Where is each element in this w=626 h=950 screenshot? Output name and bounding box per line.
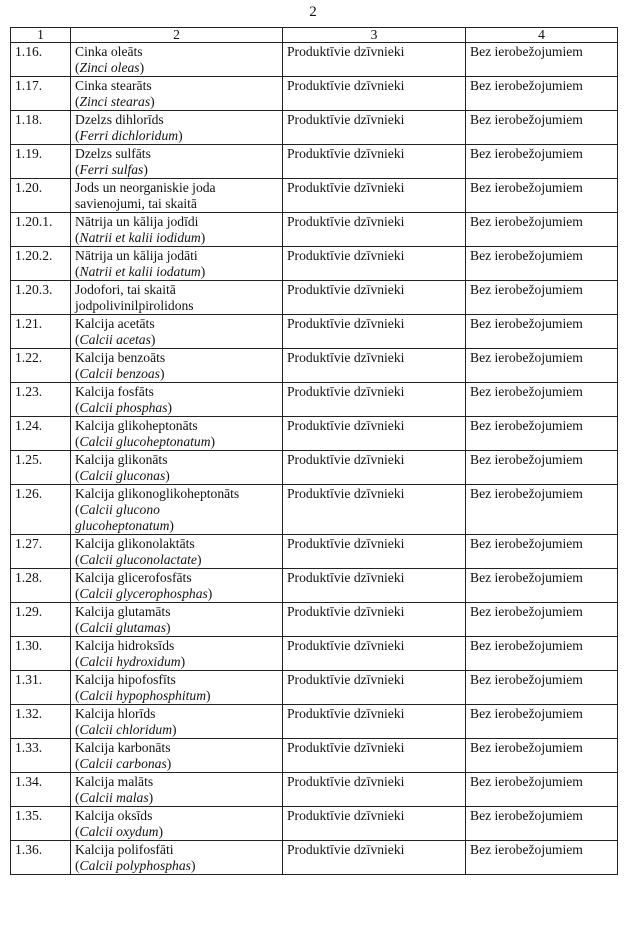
open-paren: (: [75, 60, 80, 75]
table-row: [11, 637, 618, 671]
substance-name-line: Jods un neorganiskie joda: [75, 180, 216, 195]
substance-name-line: Dzelzs dihlorīds: [75, 112, 164, 127]
substance-name-line: Kalcija hipofosfīts: [75, 672, 176, 687]
latin-name-text: Natrii et kalii iodatum: [79, 264, 201, 279]
close-paren: ): [172, 722, 177, 737]
table-row: [11, 671, 618, 705]
table-row: [11, 111, 618, 145]
restriction-cell: Bez ierobežojumiem: [466, 535, 618, 569]
restriction-cell: Bez ierobežojumiem: [466, 417, 618, 451]
restriction-cell: Bez ierobežojumiem: [466, 213, 618, 247]
row-number-cell: 1.26.: [11, 485, 71, 535]
latin-name-line: [75, 128, 278, 144]
table-row: [11, 841, 618, 875]
table-row: [11, 417, 618, 451]
table-row: [11, 247, 618, 281]
substance-name-line: jodpolivinilpirolidons: [75, 298, 194, 313]
open-paren: (: [75, 620, 80, 635]
close-paren: ): [169, 518, 174, 533]
animal-group-cell: Produktīvie dzīvnieki: [283, 111, 466, 145]
latin-name-text: Calcii polyphosphas: [79, 858, 191, 873]
substance-name-cell: [71, 383, 283, 417]
table-row: [11, 739, 618, 773]
open-paren: (: [75, 756, 80, 771]
animal-group-cell: Produktīvie dzīvnieki: [283, 451, 466, 485]
animal-group-cell: Produktīvie dzīvnieki: [283, 637, 466, 671]
latin-name-text: Calcii glucoheptonatum: [79, 434, 211, 449]
row-number-cell: 1.20.2.: [11, 247, 71, 281]
table-row: [11, 213, 618, 247]
latin-name-text: Calcii chloridum: [79, 722, 173, 737]
latin-name-line: [75, 366, 278, 382]
row-number-cell: 1.20.: [11, 179, 71, 213]
animal-group-cell: Produktīvie dzīvnieki: [283, 807, 466, 841]
open-paren: (: [75, 94, 80, 109]
row-number-cell: 1.34.: [11, 773, 71, 807]
animal-group-cell: Produktīvie dzīvnieki: [283, 213, 466, 247]
latin-name-text: Calcii glutamas: [79, 620, 167, 635]
restriction-cell: Bez ierobežojumiem: [466, 637, 618, 671]
close-paren: ): [143, 162, 148, 177]
substance-name-cell: [71, 145, 283, 179]
close-paren: ): [139, 60, 145, 75]
latin-name-text: Calcii glycerophosphas: [79, 586, 208, 601]
substance-name-line: Nātrija un kālija jodīdi: [75, 214, 199, 229]
open-paren: (: [75, 468, 80, 483]
close-paren: ): [196, 552, 202, 567]
close-paren: ): [150, 332, 156, 347]
substance-name-line: Kalcija benzoāts: [75, 350, 166, 365]
latin-name-line: [75, 756, 278, 772]
latin-name-text: Calcii hydroxidum: [79, 654, 181, 669]
row-number-cell: 1.28.: [11, 569, 71, 603]
substance-name-line: Nātrija un kālija jodāti: [75, 248, 198, 263]
animal-group-cell: Produktīvie dzīvnieki: [283, 145, 466, 179]
substance-name-line: Kalcija fosfāts: [75, 384, 154, 399]
table-row: [11, 569, 618, 603]
latin-name-line: [75, 434, 278, 450]
animal-group-cell: Produktīvie dzīvnieki: [283, 603, 466, 637]
animal-group-cell: Produktīvie dzīvnieki: [283, 247, 466, 281]
restriction-cell: Bez ierobežojumiem: [466, 43, 618, 77]
restriction-cell: Bez ierobežojumiem: [466, 705, 618, 739]
open-paren: (: [75, 400, 80, 415]
latin-name-line: [75, 94, 278, 110]
table-row: [11, 603, 618, 637]
open-paren: (: [75, 366, 80, 381]
restriction-cell: Bez ierobežojumiem: [466, 349, 618, 383]
table-row: [11, 315, 618, 349]
restriction-cell: Bez ierobežojumiem: [466, 383, 618, 417]
latin-name-line: [75, 332, 278, 348]
row-number-cell: 1.36.: [11, 841, 71, 875]
latin-name-text: Calcii hypophosphitum: [79, 688, 207, 703]
substance-name-cell: [71, 705, 283, 739]
substance-name-cell: [71, 315, 283, 349]
table-header-row: [11, 28, 618, 43]
row-number-cell: 1.22.: [11, 349, 71, 383]
substance-name-cell: [71, 179, 283, 213]
substance-name-cell: [71, 111, 283, 145]
latin-name-text: Calcii phosphas: [79, 400, 168, 415]
latin-name-text: Natrii et kalii iodidum: [79, 230, 201, 245]
substance-name-cell: [71, 637, 283, 671]
open-paren: (: [75, 332, 80, 347]
table-row: [11, 535, 618, 569]
latin-name-text: Calcii malas: [79, 790, 149, 805]
close-paren: ): [158, 824, 163, 839]
open-paren: (: [75, 654, 80, 669]
substance-name-cell: [71, 247, 283, 281]
substance-name-line: Kalcija hidroksīds: [75, 638, 175, 653]
animal-group-cell: Produktīvie dzīvnieki: [283, 315, 466, 349]
substance-name-line: Kalcija glikonāts: [75, 452, 168, 467]
animal-group-cell: Produktīvie dzīvnieki: [283, 281, 466, 315]
row-number-cell: 1.17.: [11, 77, 71, 111]
substance-name-line: Cinka stearāts: [75, 78, 152, 93]
latin-name-text: Calcii benzoas: [79, 366, 160, 381]
close-paren: ): [200, 230, 206, 245]
close-paren: ): [200, 264, 206, 279]
substance-name-cell: [71, 417, 283, 451]
table-row: [11, 773, 618, 807]
restriction-cell: Bez ierobežojumiem: [466, 247, 618, 281]
substance-name-line: Jodofori, tai skaitā: [75, 282, 176, 297]
table-row: [11, 807, 618, 841]
table-row: [11, 281, 618, 315]
close-paren: ): [180, 654, 186, 669]
row-number-cell: 1.20.1.: [11, 213, 71, 247]
latin-name-text: Calcii carbonas: [79, 756, 167, 771]
restriction-cell: Bez ierobežojumiem: [466, 485, 618, 535]
open-paren: (: [75, 502, 80, 517]
animal-group-cell: Produktīvie dzīvnieki: [283, 671, 466, 705]
latin-name-text: glucoheptonatum: [75, 518, 170, 533]
substance-name-line: Kalcija glicerofosfāts: [75, 570, 192, 585]
open-paren: (: [75, 586, 80, 601]
substance-name-line: Kalcija glutamāts: [75, 604, 171, 619]
table-row: [11, 485, 618, 535]
latin-name-line: [75, 790, 278, 806]
substance-name-line: Kalcija karbonāts: [75, 740, 171, 755]
latin-name-line: [75, 502, 278, 518]
animal-group-cell: Produktīvie dzīvnieki: [283, 535, 466, 569]
substance-name-cell: [71, 671, 283, 705]
restriction-cell: Bez ierobežojumiem: [466, 841, 618, 875]
row-number-cell: 1.27.: [11, 535, 71, 569]
close-paren: ): [210, 434, 216, 449]
substance-name-cell: [71, 43, 283, 77]
open-paren: (: [75, 434, 80, 449]
latin-name-text: Calcii glucono: [79, 502, 160, 517]
column-header: 2: [71, 28, 283, 43]
substance-name-line: Kalcija glikoheptonāts: [75, 418, 198, 433]
substance-name-line: Kalcija acetāts: [75, 316, 155, 331]
open-paren: (: [75, 858, 80, 873]
close-paren: ): [150, 94, 155, 109]
row-number-cell: 1.19.: [11, 145, 71, 179]
table-row: [11, 145, 618, 179]
substance-name-line: Kalcija oksīds: [75, 808, 153, 823]
animal-group-cell: Produktīvie dzīvnieki: [283, 841, 466, 875]
substance-name-cell: [71, 569, 283, 603]
latin-name-text: Calcii gluconolactate: [79, 552, 197, 567]
column-header: 3: [283, 28, 466, 43]
substance-name-cell: [71, 281, 283, 315]
substance-name-cell: [71, 773, 283, 807]
open-paren: (: [75, 688, 80, 703]
latin-name-line: [75, 518, 278, 534]
latin-name-text: Zinci stearas: [79, 94, 151, 109]
substance-name-cell: [71, 841, 283, 875]
table-row: [11, 43, 618, 77]
animal-group-cell: Produktīvie dzīvnieki: [283, 705, 466, 739]
row-number-cell: 1.25.: [11, 451, 71, 485]
substance-name-line: Kalcija hlorīds: [75, 706, 156, 721]
animal-group-cell: Produktīvie dzīvnieki: [283, 349, 466, 383]
open-paren: (: [75, 790, 80, 805]
latin-name-line: [75, 162, 278, 178]
close-paren: ): [206, 688, 211, 703]
latin-name-line: [75, 468, 278, 484]
substances-table-body: [11, 28, 618, 875]
animal-group-cell: Produktīvie dzīvnieki: [283, 739, 466, 773]
substance-name-cell: [71, 485, 283, 535]
restriction-cell: Bez ierobežojumiem: [466, 569, 618, 603]
latin-name-line: [75, 60, 278, 76]
close-paren: ): [207, 586, 213, 601]
close-paren: ): [166, 756, 172, 771]
row-number-cell: 1.32.: [11, 705, 71, 739]
row-number-cell: 1.18.: [11, 111, 71, 145]
latin-name-line: [75, 722, 278, 738]
latin-name-text: Calcii acetas: [79, 332, 151, 347]
close-paren: ): [166, 620, 171, 635]
substance-name-line: Cinka oleāts: [75, 44, 143, 59]
row-number-cell: 1.21.: [11, 315, 71, 349]
substance-name-cell: [71, 807, 283, 841]
animal-group-cell: Produktīvie dzīvnieki: [283, 383, 466, 417]
substance-name-cell: [71, 213, 283, 247]
table-row: [11, 77, 618, 111]
close-paren: ): [159, 366, 165, 381]
restriction-cell: Bez ierobežojumiem: [466, 145, 618, 179]
table-row: [11, 349, 618, 383]
table-row: [11, 705, 618, 739]
animal-group-cell: Produktīvie dzīvnieki: [283, 773, 466, 807]
latin-name-line: [75, 400, 278, 416]
open-paren: (: [75, 824, 80, 839]
restriction-cell: Bez ierobežojumiem: [466, 807, 618, 841]
latin-name-text: Ferri dichloridum: [79, 128, 179, 143]
restriction-cell: Bez ierobežojumiem: [466, 671, 618, 705]
latin-name-line: [75, 654, 278, 670]
substance-name-cell: [71, 739, 283, 773]
substance-name-line: Kalcija glikonoglikoheptonāts: [75, 486, 240, 501]
latin-name-text: Zinci oleas: [79, 60, 140, 75]
substance-name-line: Kalcija glikonolaktāts: [75, 536, 195, 551]
open-paren: (: [75, 162, 80, 177]
substances-table: [10, 27, 618, 875]
row-number-cell: 1.29.: [11, 603, 71, 637]
close-paren: ): [178, 128, 183, 143]
animal-group-cell: Produktīvie dzīvnieki: [283, 569, 466, 603]
restriction-cell: Bez ierobežojumiem: [466, 281, 618, 315]
latin-name-text: Ferri sulfas: [79, 162, 144, 177]
row-number-cell: 1.23.: [11, 383, 71, 417]
table-row: [11, 383, 618, 417]
row-number-cell: 1.33.: [11, 739, 71, 773]
substance-name-cell: [71, 451, 283, 485]
latin-name-line: [75, 824, 278, 840]
substance-name-cell: [71, 603, 283, 637]
open-paren: (: [75, 128, 80, 143]
latin-name-line: [75, 552, 278, 568]
restriction-cell: Bez ierobežojumiem: [466, 315, 618, 349]
restriction-cell: Bez ierobežojumiem: [466, 739, 618, 773]
close-paren: ): [167, 400, 173, 415]
latin-name-text: Calcii gluconas: [79, 468, 166, 483]
table-row: [11, 179, 618, 213]
open-paren: (: [75, 264, 80, 279]
substance-name-line: savienojumi, tai skaitā: [75, 196, 197, 211]
substance-name-line: Kalcija polifosfāti: [75, 842, 174, 857]
restriction-cell: Bez ierobežojumiem: [466, 77, 618, 111]
close-paren: ): [165, 468, 170, 483]
latin-name-text: Calcii oxydum: [79, 824, 159, 839]
animal-group-cell: Produktīvie dzīvnieki: [283, 77, 466, 111]
restriction-cell: Bez ierobežojumiem: [466, 111, 618, 145]
substance-name-line: Kalcija malāts: [75, 774, 154, 789]
animal-group-cell: Produktīvie dzīvnieki: [283, 417, 466, 451]
latin-name-line: [75, 586, 278, 602]
row-number-cell: 1.35.: [11, 807, 71, 841]
animal-group-cell: Produktīvie dzīvnieki: [283, 43, 466, 77]
substance-name-cell: [71, 349, 283, 383]
restriction-cell: Bez ierobežojumiem: [466, 179, 618, 213]
restriction-cell: Bez ierobežojumiem: [466, 451, 618, 485]
latin-name-line: [75, 688, 278, 704]
table-row: [11, 451, 618, 485]
latin-name-line: [75, 858, 278, 874]
close-paren: ): [148, 790, 154, 805]
row-number-cell: 1.30.: [11, 637, 71, 671]
animal-group-cell: Produktīvie dzīvnieki: [283, 179, 466, 213]
restriction-cell: Bez ierobežojumiem: [466, 773, 618, 807]
row-number-cell: 1.20.3.: [11, 281, 71, 315]
substance-name-cell: [71, 77, 283, 111]
row-number-cell: 1.31.: [11, 671, 71, 705]
animal-group-cell: Produktīvie dzīvnieki: [283, 485, 466, 535]
close-paren: ): [190, 858, 196, 873]
substance-name-line: Dzelzs sulfāts: [75, 146, 151, 161]
row-number-cell: 1.24.: [11, 417, 71, 451]
substance-name-cell: [71, 535, 283, 569]
column-header: 4: [466, 28, 618, 43]
open-paren: (: [75, 230, 80, 245]
latin-name-line: [75, 230, 278, 246]
latin-name-line: [75, 620, 278, 636]
latin-name-line: [75, 264, 278, 280]
open-paren: (: [75, 722, 80, 737]
page-number: 2: [309, 4, 317, 20]
row-number-cell: 1.16.: [11, 43, 71, 77]
column-header: 1: [11, 28, 71, 43]
open-paren: (: [75, 552, 80, 567]
restriction-cell: Bez ierobežojumiem: [466, 603, 618, 637]
